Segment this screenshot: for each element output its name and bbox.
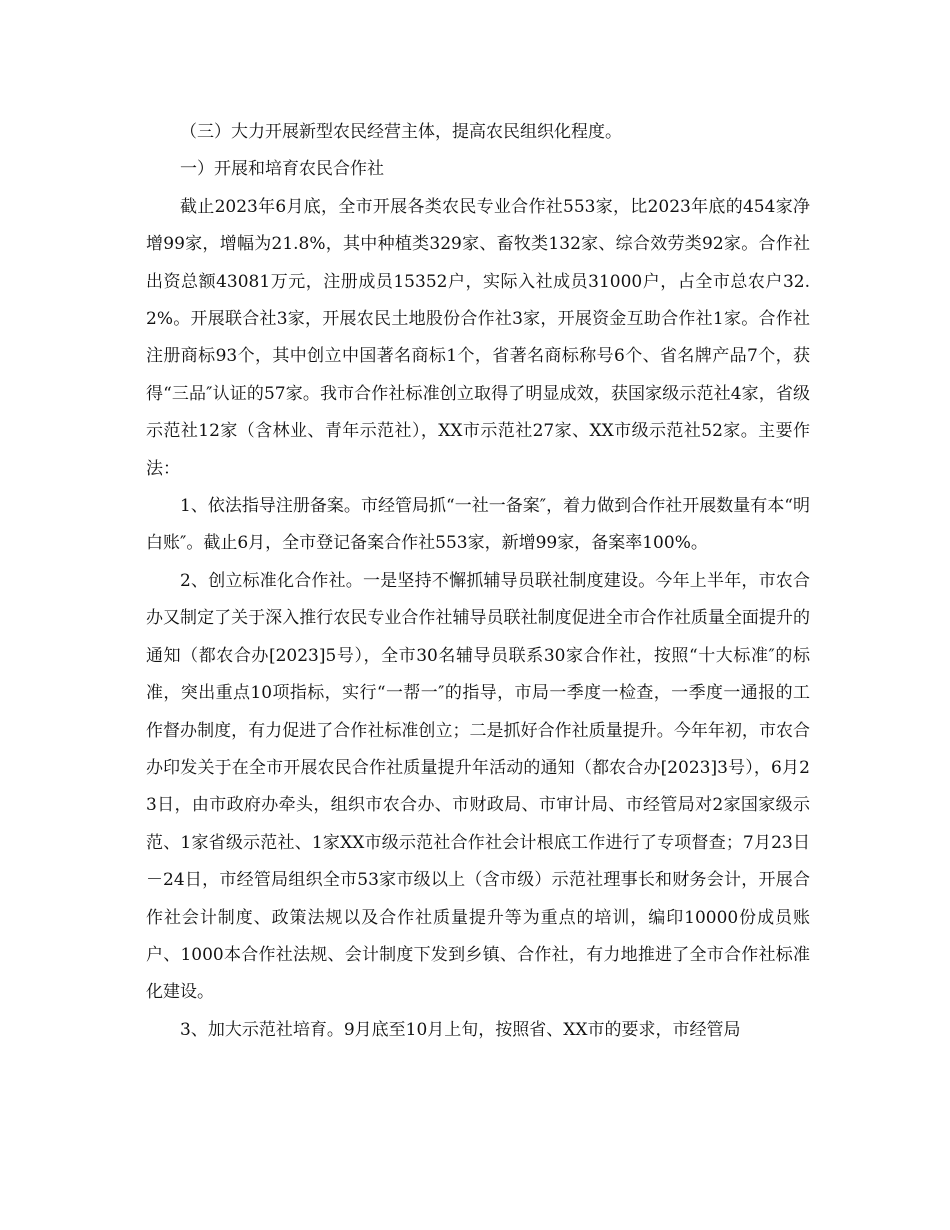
paragraph-demonstration: 3、加大示范社培育。9月底至10月上旬，按照省、XX市的要求，市经管局 [180, 1019, 741, 1040]
subsection-heading: 一）开展和培育农民合作社 [180, 159, 384, 180]
paragraph-standardization: 2、创立标准化合作社。一是坚持不懈抓辅导员联社制度建设。今年上半年，市农合办又制定了关于深入推行农民专业合作社辅导员联社制度促进全市合作社质量全面提升的通知（都农合办[2023]5号），全市30名辅导员联系30家合作社，按照“十大标准″的标准，突出重点10项指标，实行“一帮一″的指导，市局一季度一检查，一季度一通报的工作督办制度，有力促进了合作社标准创立；二是抓好合作社质量提升。今年年初，市农合办印发关于在全市开展农民合作社质量提升年活动的通知（都农合办[2023]3号），6月23日，由市政府办牵头，组织市农合办、市财政局、市审计局、市经管局对2家国家级示范、1家省级示范社、1家XX市级示范社合作社会计根底工作进行了专项督查；7月23日－24日，市经管局组织全市53家市级以上（含市级）示范社理事长和财务会计，开展合作社会计制度、政策法规以及合作社质量提升等为重点的培训，编印10000份成员账户、1000本合作社法规、会计制度下发到乡镇、合作社，有力地推进了全市合作社标准化建设。 [146, 570, 810, 1003]
document-body [146, 114, 810, 1049]
paragraph-overview: 截止2023年6月底，全市开展各类农民专业合作社553家，比2023年底的454家净增99家，增幅为21.8%，其中种植类329家、畜牧类132家、综合效劳类92家。合作社出资总额43081万元，注册成员15352户，实际入社成员31000户，占全市总农户32.2%。开展联合社3家，开展农民土地股份合作社3家，开展资金互助合作社1家。合作社注册商标93个，其中创立中国著名商标1个，省著名商标称号6个、省名牌产品7个，获得“三品″认证的57家。我市合作社标准创立取得了明显成效，获国家级示范社4家，省级示范社12家（含林业、青年示范社），XX市示范社27家、XX市级示范社52家。主要作法： [146, 196, 810, 479]
paragraph-registration: 1、依法指导注册备案。市经管局抓“一社一备案″，着力做到合作社开展数量有本“明白账″。截止6月，全市登记备案合作社553家，新增99家，备案率100%。 [146, 496, 810, 554]
section-heading: （三）大力开展新型农民经营主体，提高农民组织化程度。 [180, 122, 622, 142]
